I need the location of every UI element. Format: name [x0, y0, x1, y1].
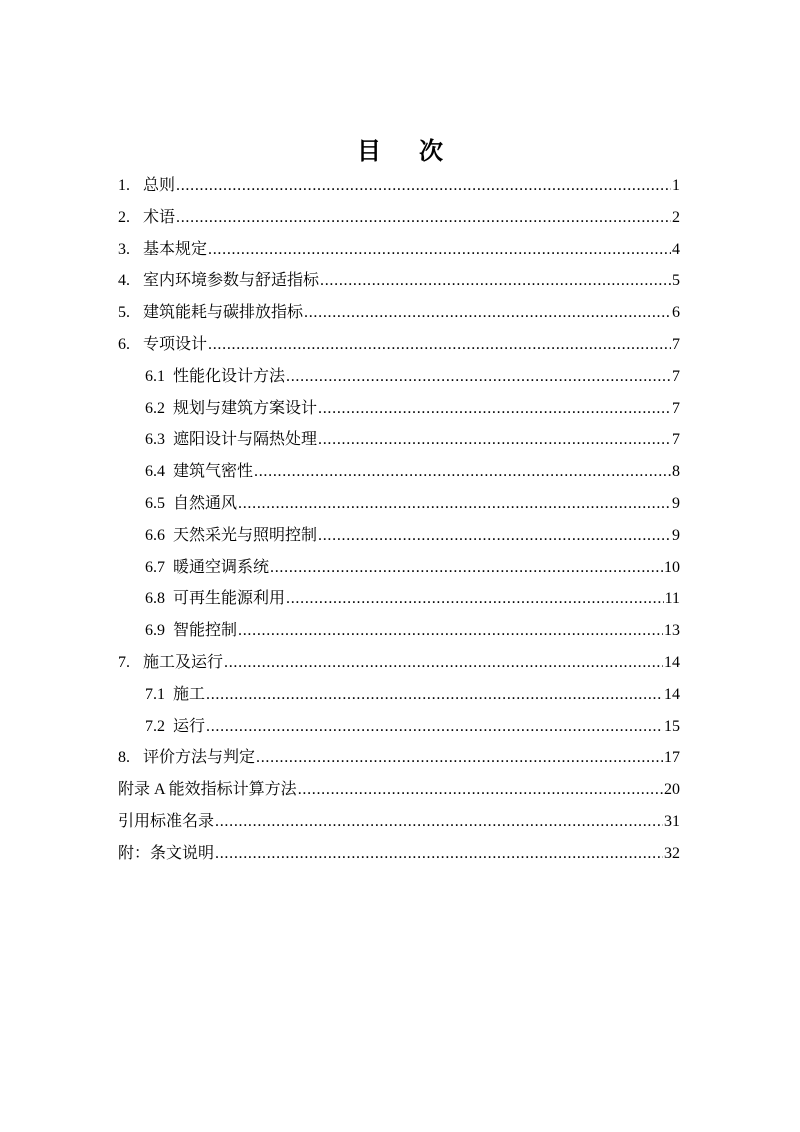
entry-title: 可再生能源利用: [173, 590, 286, 608]
dot-leader: [215, 838, 663, 870]
entry-title: 遮阳设计与隔热处理: [173, 431, 318, 449]
dot-leader: [238, 488, 671, 520]
entry-page: 32: [664, 844, 680, 862]
dot-leader: [208, 234, 671, 266]
entry-title: 引用标准名录: [118, 812, 215, 830]
dot-leader: [208, 329, 671, 361]
toc-title: 目 次: [357, 139, 450, 165]
toc-entry: [118, 424, 680, 456]
entry-page: 6: [672, 304, 680, 322]
toc-entry: [118, 520, 680, 552]
entry-number: 5.: [118, 304, 130, 322]
dot-leader: [206, 679, 663, 711]
entry-page: 14: [664, 685, 680, 703]
entry-page: 7: [672, 399, 680, 417]
dot-leader: [286, 583, 664, 615]
toc-entry: [118, 552, 680, 584]
entry-title: 总则: [143, 177, 176, 194]
entry-number: 6.3: [145, 431, 165, 449]
entry-page: 15: [664, 717, 680, 735]
toc-entry: [118, 742, 680, 774]
entry-number: 4.: [118, 272, 130, 290]
dot-leader: [176, 170, 671, 202]
entry-page: 2: [672, 208, 680, 226]
entry-title: 评价方法与判定: [143, 749, 256, 767]
entry-number: 2.: [118, 208, 130, 226]
entry-page: 1: [672, 177, 680, 194]
toc-entry: [118, 583, 680, 615]
toc-entry: [118, 234, 680, 266]
dot-leader: [298, 774, 663, 806]
toc-entry: [118, 615, 680, 647]
entry-number: 8.: [118, 749, 130, 767]
entry-page: 4: [672, 240, 680, 258]
dot-leader: [215, 806, 663, 838]
entry-page: 20: [664, 781, 680, 799]
toc-entry: [118, 647, 680, 679]
entry-number: 3.: [118, 240, 130, 258]
entry-title: 性能化设计方法: [173, 367, 286, 385]
dot-leader: [238, 615, 663, 647]
toc-entry: [118, 297, 680, 329]
dot-leader: [254, 456, 671, 488]
dot-leader: [318, 393, 671, 425]
entry-title: 术语: [143, 208, 176, 226]
entry-title: 专项设计: [143, 335, 208, 353]
entry-number: 6.6: [145, 526, 165, 544]
entry-title: 建筑能耗与碳排放指标: [143, 304, 304, 322]
entry-page: 7: [672, 335, 680, 353]
entry-page: 9: [672, 526, 680, 544]
entry-title: 附：条文说明: [118, 844, 215, 862]
entry-title: 自然通风: [173, 494, 238, 512]
entry-title: 智能控制: [173, 622, 238, 640]
toc-list: [0, 170, 800, 870]
dot-leader: [318, 520, 671, 552]
entry-number: 1.: [118, 177, 130, 194]
dot-leader: [318, 424, 671, 456]
entry-page: 7: [672, 431, 680, 449]
toc-entry: [118, 679, 680, 711]
dot-leader: [206, 711, 663, 743]
toc-entry: [118, 456, 680, 488]
toc-entry: [118, 265, 680, 297]
entry-title: 施工: [173, 685, 206, 703]
entry-title: 施工及运行: [143, 653, 224, 671]
entry-title: 建筑气密性: [173, 463, 254, 481]
entry-page: 11: [664, 590, 680, 608]
entry-title: 暖通空调系统: [173, 558, 270, 576]
dot-leader: [286, 361, 671, 393]
entry-page: 13: [664, 622, 680, 640]
entry-number: 6.7: [145, 558, 165, 576]
entry-page: 8: [672, 463, 680, 481]
entry-page: 14: [664, 653, 680, 671]
entry-page: 5: [672, 272, 680, 290]
toc-entry: [118, 806, 680, 838]
entry-page: 7: [672, 367, 680, 385]
toc-entry: [118, 838, 680, 870]
entry-page: 9: [672, 494, 680, 512]
entry-page: 17: [664, 749, 680, 767]
dot-leader: [270, 552, 663, 584]
dot-leader: [320, 265, 671, 297]
dot-leader: [304, 297, 671, 329]
entry-number: 7.2: [145, 717, 165, 735]
entry-number: 7.: [118, 653, 130, 671]
toc-entry: [118, 488, 680, 520]
entry-number: 6.: [118, 335, 130, 353]
entry-page: 31: [664, 812, 680, 830]
entry-page: 10: [664, 558, 680, 576]
toc-entry: [118, 329, 680, 361]
entry-title: 规划与建筑方案设计: [173, 399, 318, 417]
entry-number: 7.1: [145, 685, 165, 703]
entry-title: 室内环境参数与舒适指标: [143, 272, 320, 290]
entry-title: 基本规定: [143, 240, 208, 258]
dot-leader: [256, 742, 663, 774]
entry-title: 附录 A 能效指标计算方法: [118, 781, 297, 799]
dot-leader: [224, 647, 663, 679]
entry-title: 天然采光与照明控制: [173, 526, 318, 544]
entry-number: 6.1: [145, 367, 165, 385]
entry-number: 6.4: [145, 463, 165, 481]
entry-number: 6.9: [145, 622, 165, 640]
toc-entry: [118, 774, 680, 806]
dot-leader: [176, 202, 671, 234]
entry-title: 运行: [173, 717, 206, 735]
toc-entry: [118, 170, 680, 202]
toc-entry: [118, 202, 680, 234]
entry-number: 6.5: [145, 494, 165, 512]
toc-entry: [118, 361, 680, 393]
toc-entry: [118, 393, 680, 425]
entry-number: 6.8: [145, 590, 165, 608]
toc-entry: [118, 711, 680, 743]
entry-number: 6.2: [145, 399, 165, 417]
